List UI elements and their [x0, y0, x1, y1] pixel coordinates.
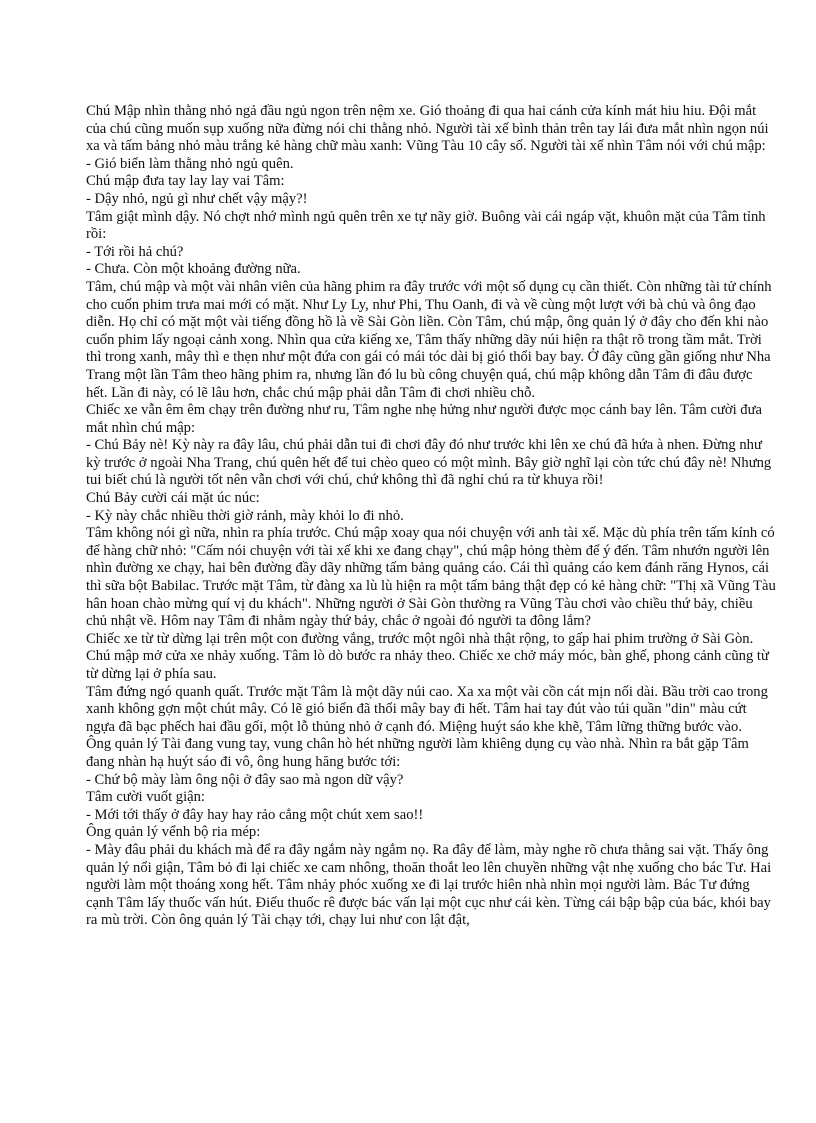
paragraph: - Chứ bộ mày làm ông nội ở đây sao mà ngon dữ vậy?: [86, 771, 404, 788]
paragraph: Chiếc xe vẫn êm êm chạy trên đường như ru, Tâm nghe nhẹ hửng như người được mọc cánh bay lên. Tâm cười đưa mắt nhìn chú mập:: [86, 402, 766, 436]
paragraph: Tâm, chú mập và một vài nhân viên của hãng phim ra đây trước với một số dụng cụ cần thiết. Còn những tài tử chính cho cuốn phim trưa mai mới có mặt. Như Ly Ly, như Phi, Thu Oanh, đi và về cùng một lượt với bà chủ và ông đạo diễn. Họ chỉ có mặt một vài tiếng đồng hồ là về Sài Gòn liền. Còn Tâm, chú mập, ông quản lý ở đây cho đến khi nào cuốn phim lấy ngoại cảnh xong. Nhìn qua cửa kiếng xe, Tâm thấy những dãy núi hiện ra thật rõ trong tầm mắt. Trời thì trong xanh, mây thì e thẹn như một đứa con gái có mái tóc dài bị gió thổi bay bay. Ở đây cũng gần giống như Nha Trang một lần Tâm theo hãng phim ra, nhưng lần đó lu bù công chuyện quá, chú mập không dẫn Tâm đi đâu được hết. Lần đi này, có lẽ lâu hơn, chắc chú mập phải dẫn Tâm đi chơi nhiều chỗ.: [86, 278, 776, 401]
paragraph: - Dậy nhỏ, ngủ gì như chết vậy mậy?!: [86, 190, 308, 207]
paragraph: - Mới tới thấy ở đây hay hay rảo cẳng một chút xem sao!!: [86, 806, 424, 823]
paragraph: Tâm đứng ngó quanh quất. Trước mặt Tâm là một dãy núi cao. Xa xa một vài cồn cát mịn nối dài. Bầu trời cao trong xanh không gợn một chút mây. Có lẽ gió biển đã thổi mây bay đi hết. Tâm hai tay đút vào túi quần "din" màu cứt ngựa đã bạc phếch hai đầu gối, một lỗ thủng nhỏ ở cạnh đó. Miệng huýt sáo khe khẽ, Tâm lững thững bước vào.: [86, 683, 772, 735]
paragraph: Tâm giật mình dậy. Nó chợt nhớ mình ngủ quên trên xe tự nãy giờ. Buông vài cái ngáp vặt, khuôn mặt của Tâm tỉnh rồi:: [86, 208, 770, 243]
paragraph: Tâm không nói gì nữa, nhìn ra phía trước. Chú mập xoay qua nói chuyện với anh tài xế. Mặc dù phía trên tấm kính có để hàng chữ nhỏ: "Cấm nói chuyện với tài xế khi xe đang chạy", chú mập hỏng thèm để ý đến. Tâm nhướn người lên nhìn đường xe chạy, hai bên đường đầy dãy những tấm bảng quảng cáo. Cái thì quảng cáo kem đánh răng Hynos, cái thì sữa bột Babilac. Trước mặt Tâm, từ đàng xa lù lù hiện ra một tấm bảng thật đẹp có kẻ hàng chữ: "Thị xã Vũng Tàu hân hoan chào mừng quí vị du khách". Những người ở Sài Gòn thường ra Vũng Tàu chơi vào chiều thứ bảy, chiều chủ nhật về. Hôm nay Tâm đi nhằm ngày thứ bảy, chắc ở ngoài đó người ta đông lắm?: [86, 525, 780, 630]
document-page: [86, 103, 780, 930]
paragraph: - Gió biển làm thằng nhỏ ngủ quên.: [86, 155, 294, 172]
paragraph: Tâm cười vuốt giận:: [86, 789, 205, 806]
paragraph: - Mày đâu phải du khách mà để ra đây ngắm này ngắm nọ. Ra đây để làm, mày nghe rõ chưa thằng sai vặt. Thấy ông quản lý nổi giận, Tâm bỏ đi lại chiếc xe cam nhông, thoăn thoắt leo lên chuyền những vật nhẹ xuống cho bác Tư. Hai người làm một thoáng xong hết. Tâm nhảy phóc xuống xe đi lại trước hiên nhà nhìn mọi người làm. Bác Tư đứng cạnh Tâm lấy thuốc vấn hút. Điếu thuốc rê được bác vấn lại một cục như cái kèn. Từng cái bập bập của bác, khói bay ra mù trời. Còn ông quản lý Tài chạy tới, chạy lui như con lật đật,: [86, 841, 775, 929]
paragraph: Chú Mập nhìn thằng nhỏ ngả đầu ngủ ngon trên nệm xe. Gió thoảng đi qua hai cánh cửa kính mát hiu hiu. Đội mắt của chú cũng muốn sụp xuống nữa đừng nói chi thằng nhỏ. Người tài xế bình thản trên tay lái đưa mắt nhìn ngọn núi xa và tấm bảng nhỏ màu trắng kẻ hàng chữ màu xanh: Vũng Tàu 10 cây số. Người tài xế nhìn Tâm nói với chú mập:: [86, 103, 773, 155]
paragraph: Ông quản lý vểnh bộ ria mép:: [86, 824, 261, 841]
paragraph: - Kỳ này chắc nhiều thời giờ rảnh, mày khỏi lo đi nhỏ.: [86, 507, 404, 524]
paragraph: Ông quản lý Tài đang vung tay, vung chân hò hét những người làm khiêng dụng cụ vào nhà. Nhìn ra bắt gặp Tâm đang nhàn hạ huýt sáo đi vô, ông hung hăng bước tới:: [86, 736, 753, 770]
paragraph: - Tới rồi hả chú?: [86, 243, 184, 260]
paragraph: - Chú Bảy nè! Kỳ này ra đây lâu, chú phải dẫn tui đi chơi đây đó như trước khi lên xe chú đã hứa à nhen. Đừng như kỳ trước ở ngoài Nha Trang, chú quên hết để tui chèo queo có một mình. Bây giờ nghĩ lại còn tức chú đây nè! Nhưng tui biết chú là người tốt nên vẫn chơi với chú, chứ không thì đã nghỉ chú ra từ khuya rồi!: [86, 437, 775, 489]
paragraph: Chú Bảy cười cái mặt úc núc:: [86, 490, 260, 507]
paragraph: - Chưa. Còn một khoảng đường nữa.: [86, 261, 301, 278]
paragraph: Chiếc xe từ từ dừng lại trên một con đường vắng, trước một ngôi nhà thật rộng, to gấp hai phim trường ở Sài Gòn. Chú mập mở cửa xe nhảy xuống. Tâm lò dò bước ra nhảy theo. Chiếc xe chở máy móc, bàn ghế, phong cảnh cũng từ từ dừng lại ở phía sau.: [86, 630, 773, 682]
paragraph: Chú mập đưa tay lay lay vai Tâm:: [86, 173, 285, 190]
